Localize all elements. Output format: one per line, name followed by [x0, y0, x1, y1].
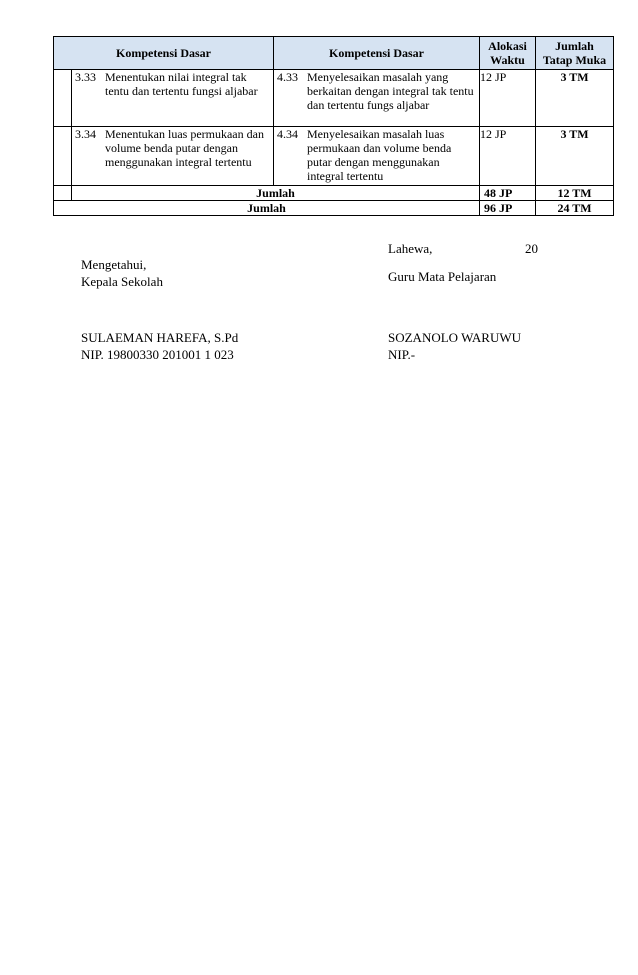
- kd3-number: 3.33: [75, 70, 96, 84]
- total-tm: 24 TM: [536, 201, 614, 216]
- jp-cell: 12 JP: [480, 127, 536, 186]
- kd4-cell: [274, 70, 480, 127]
- teacher-signature: [388, 329, 521, 363]
- kd3-text: Menentukan luas permukaan dan volume benda putar dengan menggunakan integral tertentu: [105, 127, 264, 169]
- tm-cell: 3 TM: [536, 127, 614, 186]
- total-label: Jumlah: [54, 201, 480, 216]
- principal-signature: [81, 329, 238, 363]
- tm-cell: 3 TM: [536, 70, 614, 127]
- total-jp: 96 JP: [480, 201, 536, 216]
- teacher-title: Guru Mata Pelajaran: [388, 269, 497, 284]
- place-label: Lahewa,: [388, 241, 433, 256]
- right-signature-block: [388, 240, 538, 257]
- teacher-name: SOZANOLO WARUWU: [388, 330, 522, 345]
- teacher-nip: NIP.-: [388, 347, 416, 362]
- kd3-text: Menentukan nilai integral tak tentu dan tertentu fungsi aljabar: [105, 70, 258, 98]
- table-header-row: [54, 37, 614, 70]
- header-alokasi-line2: Waktu: [490, 53, 525, 67]
- header-alokasi: [480, 37, 536, 70]
- kd4-cell: [274, 127, 480, 186]
- header-kd4: Kompetensi Dasar: [274, 37, 480, 70]
- principal-nip: NIP. 19800330 201001 1 023: [81, 347, 234, 362]
- kd3-cell: [72, 127, 274, 186]
- header-tatap-muka: [536, 37, 614, 70]
- table-row: [54, 70, 614, 127]
- kd4-number: 4.34: [277, 127, 298, 141]
- header-kd3: Kompetensi Dasar: [54, 37, 274, 70]
- kd4-text: Menyelesaikan masalah yang berkaitan dengan integral tak tentu dan tertentu fungs aljabar: [307, 70, 474, 112]
- jp-cell: 12 JP: [480, 70, 536, 127]
- table-row: [54, 127, 614, 186]
- subtotal-jp: 48 JP: [480, 186, 536, 201]
- teacher-title-block: [388, 268, 496, 285]
- kd4-number: 4.33: [277, 70, 298, 84]
- indent-cell: [54, 186, 72, 201]
- subtotal-label: Jumlah: [72, 186, 480, 201]
- principal-title: Kepala Sekolah: [81, 274, 163, 289]
- competency-table: [53, 36, 614, 216]
- header-tatap-line1: Jumlah: [555, 39, 594, 53]
- year-label: 20: [525, 241, 538, 256]
- indent-cell: [54, 70, 72, 127]
- header-alokasi-line1: Alokasi: [488, 39, 527, 53]
- kd3-cell: [72, 70, 274, 127]
- principal-name: SULAEMAN HAREFA, S.Pd: [81, 330, 239, 345]
- indent-cell: [54, 127, 72, 186]
- left-signature-block: [81, 256, 163, 290]
- total-row: [54, 201, 614, 216]
- header-tatap-line2: Tatap Muka: [542, 53, 607, 67]
- kd4-text: Menyelesaikan masalah luas permukaan dan volume benda putar dengan menggunakan integral tertentu: [307, 127, 452, 183]
- acknowledged-label: Mengetahui,: [81, 257, 147, 272]
- subtotal-row: [54, 186, 614, 201]
- kd3-number: 3.34: [75, 127, 96, 141]
- subtotal-tm: 12 TM: [536, 186, 614, 201]
